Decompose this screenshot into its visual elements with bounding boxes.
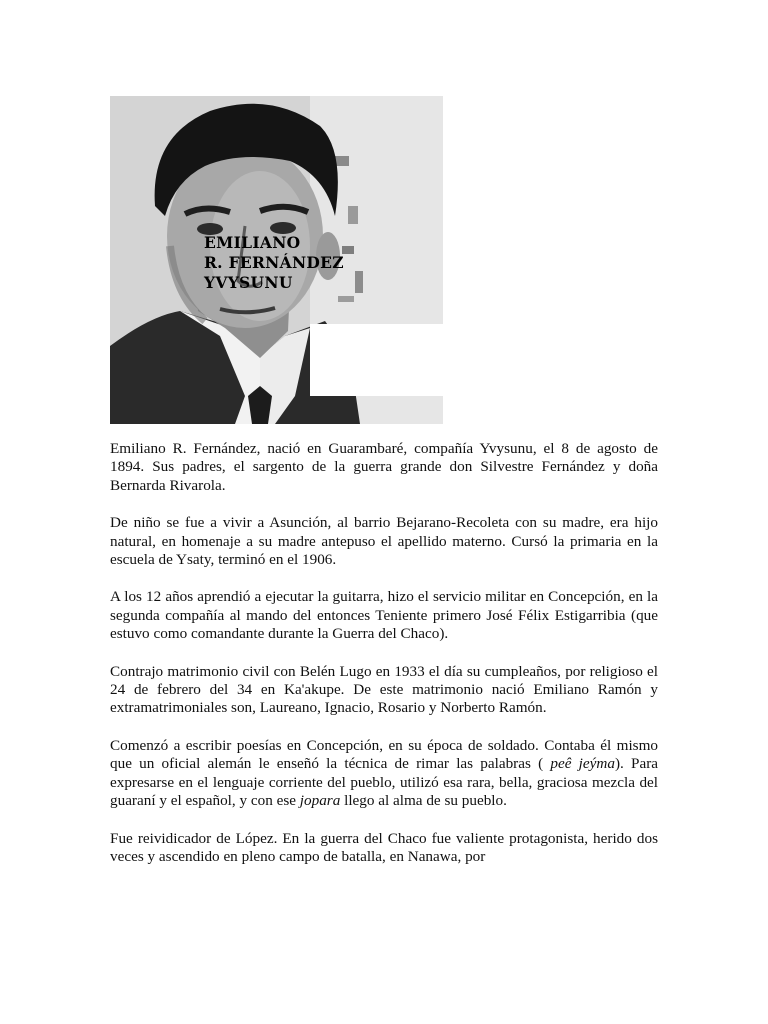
poetry-term-rhyme: peê jeýma xyxy=(550,755,615,773)
paragraph-poetry xyxy=(110,737,658,811)
poetry-term-jopara: jopara xyxy=(299,792,341,810)
poetry-text-1: Comenzó a escribir poesías en Concepción, en su época de soldado. Contaba él mismo que un oficial alemán le enseñó la técnica de rimar las palabras ( xyxy=(110,736,658,773)
caption-line-first-name: EMILIANO xyxy=(204,233,301,252)
poetry-text-3: llego al alma de su pueblo. xyxy=(340,792,507,810)
biography-text xyxy=(110,440,658,866)
paragraph-childhood: De niño se fue a vivir a Asunción, al barrio Bejarano-Recoleta con su madre, era hijo natural, en homenaje a su madre antepuso el apellido materno. Cursó la primaria en la escuela de Ysaty, terminó en el 1906. xyxy=(110,514,658,569)
paragraph-birth: Emiliano R. Fernández, nació en Guarambaré, compañía Yvysunu, el 8 de agosto de 1894. Sus padres, el sargento de la guerra grande don Silvestre Fernández y doña Bernarda Rivarola. xyxy=(110,440,658,494)
caption-line-surname: R. FERNÁNDEZ xyxy=(204,253,344,272)
paragraph-chaco-war: Fue reividicador de López. En la guerra del Chaco fue valiente protagonista, herido dos veces y ascendido en pleno campo de batalla, en Nanawa, por xyxy=(110,829,658,865)
caption-line-place: YVYSUNU xyxy=(204,273,293,292)
poetry-text-2: ). Para expresarse en el lenguaje corriente del pueblo, utilizó esa rara, bella, graciosa mezcla del guaraní y el español, y con ese xyxy=(110,755,658,810)
paragraph-marriage: Contrajo matrimonio civil con Belén Lugo en 1933 el día su cumpleaños, por religioso el 24 de febrero del 34 en Ka'akupe. De este matrimonio nació Emiliano Ramón y extramatrimoniales son, Laureano, Ignacio, Rosario y Norberto Ramón. xyxy=(110,662,658,717)
portrait-caption xyxy=(204,233,344,293)
paragraph-guitar-military: A los 12 años aprendió a ejecutar la guitarra, hizo el servicio militar en Concepción, en la segunda compañía al mando del entonces Teniente primero José Félix Estigarribia (que estuvo como comandante durante la Guerra del Chaco). xyxy=(110,588,658,643)
